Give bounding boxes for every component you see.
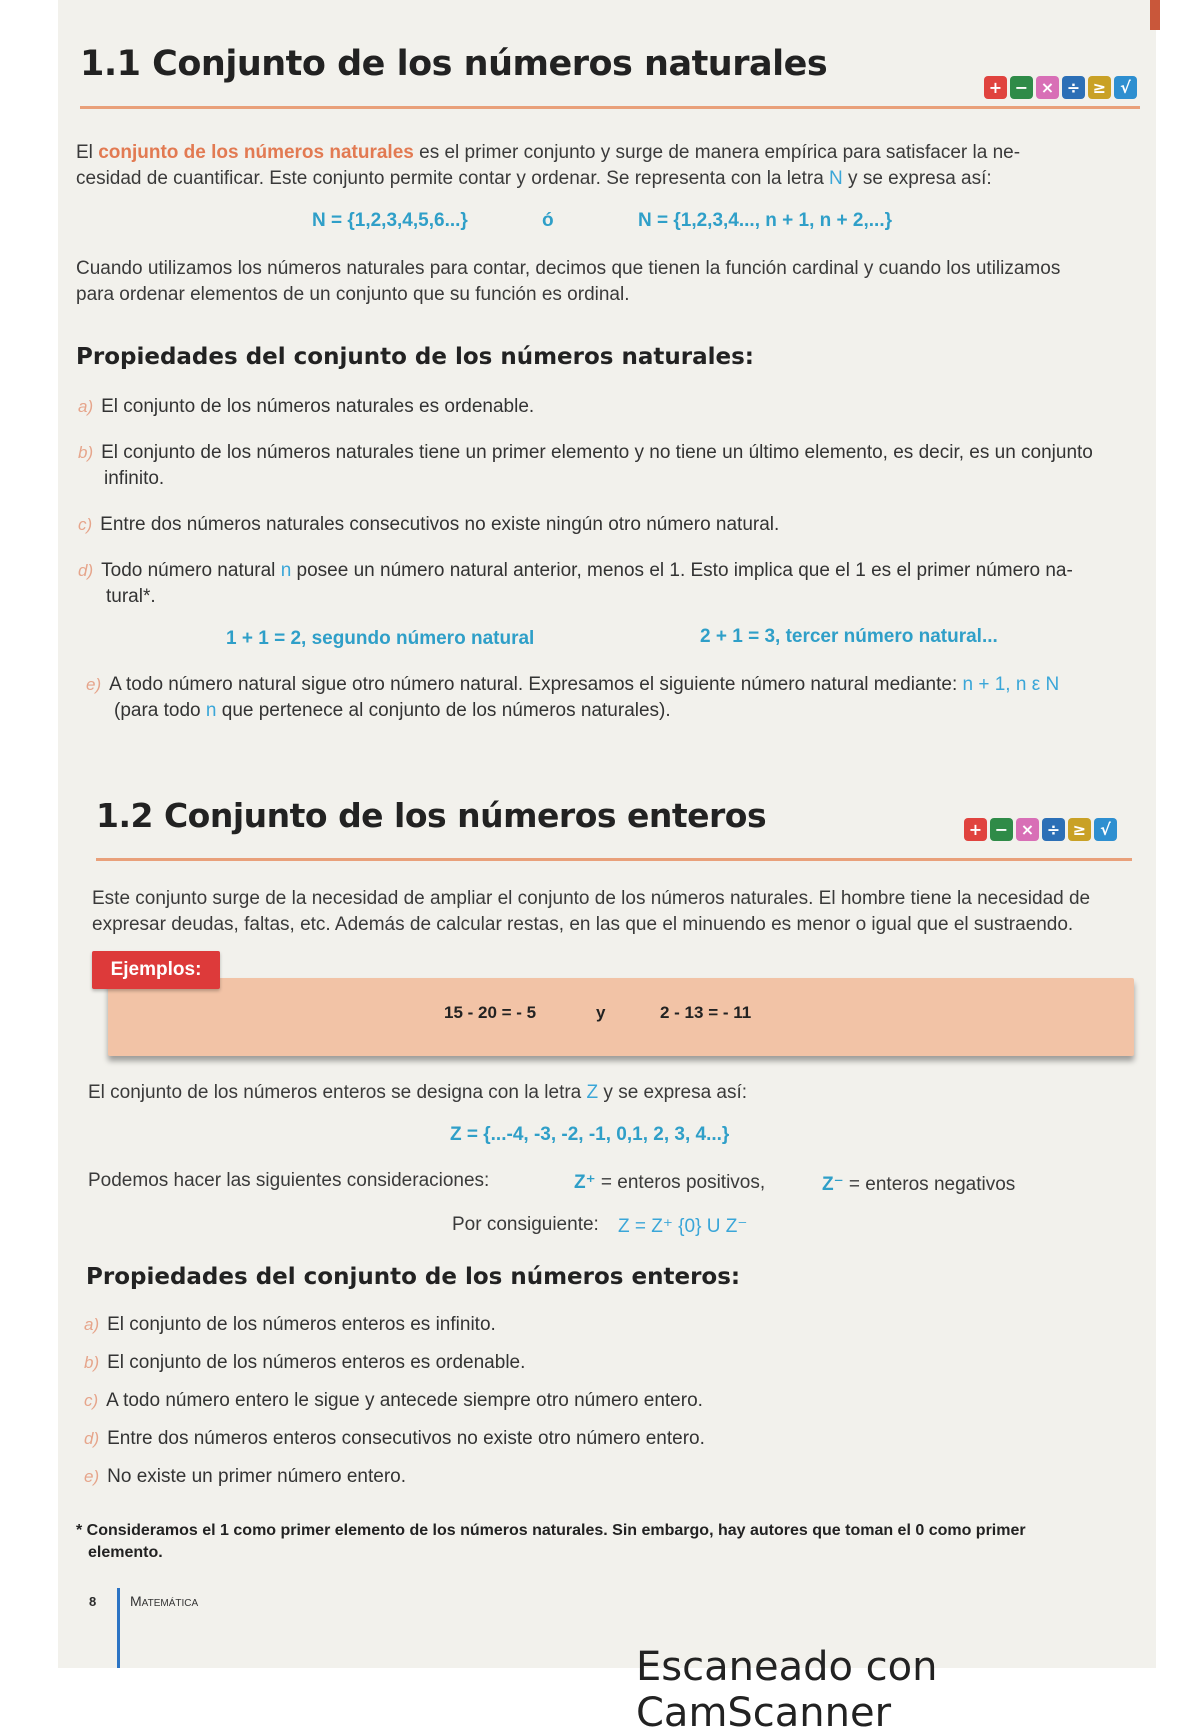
times-icon: × — [1016, 818, 1039, 841]
integers-intro-2: expresar deudas, faltas, etc. Además de calcular restas, en las que el minuendo es menor o igual que el sustraendo. — [92, 914, 1074, 935]
plus-icon: + — [964, 818, 987, 841]
list-label: c) — [78, 515, 93, 534]
list-item-cont: infinito. — [104, 468, 165, 489]
list-text: A todo número natural sigue otro número natural. Expresamos el siguiente número natural mediante: — [109, 674, 963, 695]
list-item — [84, 1426, 705, 1452]
examples-tag: Ejemplos: — [92, 951, 220, 989]
designation-text: El conjunto de los números enteros se designa con la letra — [88, 1082, 587, 1103]
list-item — [84, 1464, 406, 1490]
minus-icon: − — [1010, 76, 1033, 99]
list-text: Todo número natural — [101, 560, 281, 581]
list-item — [84, 1312, 496, 1338]
section-rule — [96, 858, 1132, 861]
integers-designation — [88, 1080, 747, 1106]
subject-label: Matemática — [130, 1593, 199, 1609]
intro-paragraph — [76, 140, 1020, 166]
successor-expression: n + 1, n ε N — [962, 674, 1060, 695]
intro-text: y se expresa así: — [842, 168, 992, 189]
sqrt-icon: √ — [1094, 818, 1117, 841]
example-subtraction-2: 2 - 13 = - 11 — [660, 1003, 752, 1022]
times-icon: × — [1036, 76, 1059, 99]
example-natural-2: 2 + 1 = 3, tercer número natural... — [700, 626, 998, 647]
list-text: A todo número entero le sigue y antecede siempre otro número entero. — [106, 1390, 703, 1411]
conclusion-label: Por consiguiente: — [452, 1214, 599, 1235]
list-text: No existe un primer número entero. — [107, 1466, 406, 1487]
examples-box — [108, 978, 1134, 1056]
list-text: (para todo — [114, 700, 206, 721]
var-n: n — [205, 700, 217, 721]
list-label: b) — [84, 1353, 100, 1372]
divide-icon: ÷ — [1042, 818, 1065, 841]
designation-text: y se expresa así: — [598, 1082, 748, 1103]
letter-n: N — [829, 168, 843, 189]
list-item — [78, 394, 534, 420]
list-item — [78, 440, 1093, 466]
divide-icon: ÷ — [1062, 76, 1085, 99]
list-text: posee un número natural anterior, menos el 1. Esto implica que el 1 es el primer número na- — [291, 560, 1073, 581]
list-label: b) — [78, 443, 94, 462]
geq-icon: ≥ — [1088, 76, 1111, 99]
list-text: El conjunto de los números enteros es infinito. — [107, 1314, 496, 1335]
list-text: que pertenece al conjunto de los números naturales). — [216, 700, 671, 721]
list-label: e) — [86, 675, 102, 694]
conclusion-formula: Z = Z⁺ {0} U Z⁻ — [618, 1216, 748, 1237]
list-item — [84, 1388, 703, 1414]
list-text: Entre dos números naturales consecutivos no existe ningún otro número natural. — [100, 514, 780, 535]
example-connector: y — [596, 1003, 606, 1022]
integers-intro-1: Este conjunto surge de la necesidad de ampliar el conjunto de los números naturales. El hombre tiene la necesidad de — [92, 888, 1091, 909]
z-positive-symbol: Z⁺ — [574, 1172, 596, 1193]
list-item — [78, 558, 1073, 584]
list-item-cont: tural*. — [106, 586, 156, 607]
negative-text: = enteros negativos — [843, 1174, 1016, 1195]
intro-highlight: conjunto de los números naturales — [98, 142, 414, 163]
list-text: El conjunto de los números naturales tiene un primer elemento y no tiene un último elemento, es decir, es un conjunto — [101, 442, 1093, 463]
list-label: d) — [84, 1429, 100, 1448]
list-text: El conjunto de los números naturales es ordenable. — [101, 396, 535, 417]
formula-z: Z = {...-4, -3, -2, -1, 0,1, 2, 3, 4...} — [450, 1124, 730, 1145]
letter-z: Z — [586, 1082, 599, 1103]
paragraph-ordinal: para ordenar elementos de un conjunto que su función es ordinal. — [76, 284, 630, 305]
positive-integers — [574, 1170, 765, 1196]
paragraph-cardinal: Cuando utilizamos los números naturales para contar, decimos que tienen la función cardinal y cuando los utilizamos — [76, 258, 1061, 279]
props-title-natural: Propiedades del conjunto de los números naturales: — [76, 344, 754, 370]
example-natural-1: 1 + 1 = 2, segundo número natural — [226, 628, 535, 649]
list-label: a) — [78, 397, 94, 416]
list-item — [78, 512, 779, 538]
section-title-natural: 1.1 Conjunto de los números naturales — [80, 44, 828, 84]
z-negative-symbol: Z⁻ — [822, 1174, 844, 1195]
list-label: a) — [84, 1315, 100, 1334]
example-subtraction-1: 15 - 20 = - 5 — [444, 1003, 537, 1022]
footnote-line-1: * Consideramos el 1 como primer elemento de los números naturales. Sin embargo, hay autores que toman el 0 como primer — [76, 1522, 1026, 1539]
negative-integers — [822, 1172, 1015, 1198]
list-text: El conjunto de los números enteros es ordenable. — [107, 1352, 526, 1373]
list-label: d) — [78, 561, 94, 580]
footer-divider — [117, 1588, 120, 1668]
sqrt-icon: √ — [1114, 76, 1137, 99]
scanner-watermark: Escaneado con CamScanner — [636, 1644, 938, 1736]
intro-paragraph-2 — [76, 166, 992, 192]
geq-icon: ≥ — [1068, 818, 1091, 841]
var-n: n — [280, 560, 292, 581]
positive-text: = enteros positivos, — [595, 1172, 766, 1193]
operation-icons — [964, 818, 1117, 841]
section-title-integers: 1.2 Conjunto de los números enteros — [96, 796, 767, 835]
list-text: Entre dos números enteros consecutivos no existe otro número entero. — [107, 1428, 705, 1449]
list-item-cont — [114, 698, 671, 724]
props-title-integers: Propiedades del conjunto de los números enteros: — [86, 1264, 741, 1290]
intro-text: es el primer conjunto y surge de manera empírica para satisfacer la ne- — [413, 142, 1021, 163]
plus-icon: + — [984, 76, 1007, 99]
considerations-text: Podemos hacer las siguientes consideraciones: — [88, 1170, 490, 1191]
list-label: c) — [84, 1391, 99, 1410]
intro-text: El — [76, 142, 99, 163]
formula-n-2: N = {1,2,3,4..., n + 1, n + 2,...} — [638, 210, 892, 231]
list-item — [84, 1350, 525, 1376]
intro-text: cesidad de cuantificar. Este conjunto permite contar y ordenar. Se representa con la letra — [76, 168, 830, 189]
page-edge-marker — [1150, 0, 1160, 30]
formula-n-1: N = {1,2,3,4,5,6...} — [312, 210, 468, 231]
list-label: e) — [84, 1467, 100, 1486]
footnote-line-2: elemento. — [88, 1544, 163, 1561]
operation-icons — [984, 76, 1137, 99]
section-rule — [80, 106, 1140, 109]
list-item — [86, 672, 1059, 698]
page-number: 8 — [89, 1594, 97, 1609]
minus-icon: − — [990, 818, 1013, 841]
formula-or: ó — [542, 210, 554, 231]
